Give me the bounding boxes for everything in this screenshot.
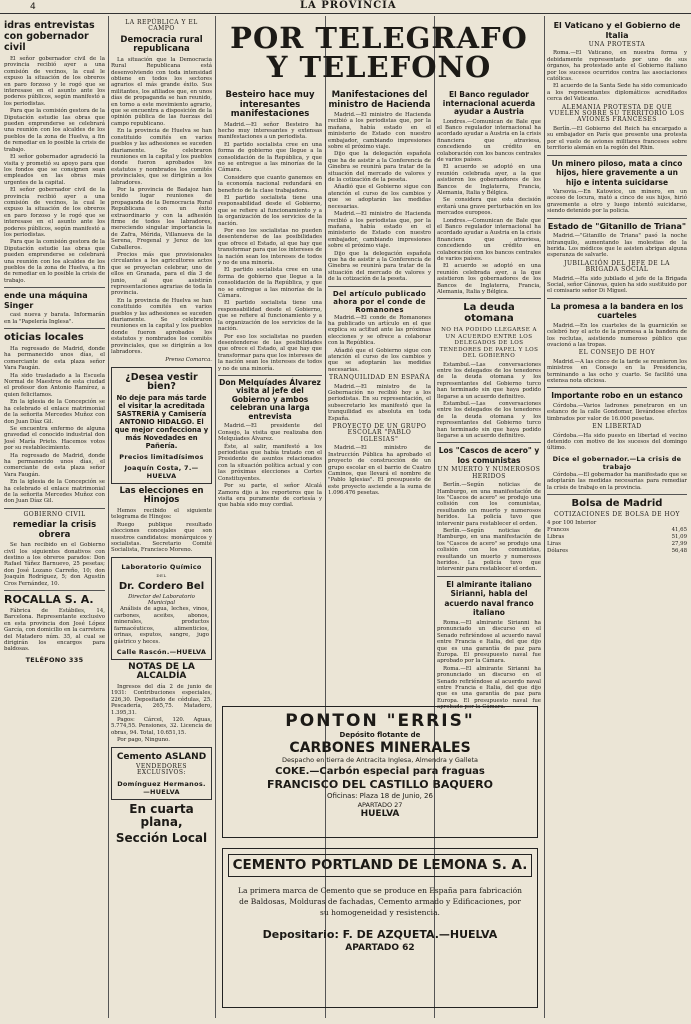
paragraph: El partido socialista tiene una responsabilidad desde el Gobierno, que se refiere al funcionamiento y a la organización de los servicios de la nación. [218,194,322,227]
table-row [547,541,687,548]
paragraph: Madrid.—En los cuarteles de la guarnición se celebró hoy el acto de la promesa a la bandera de los reclutas, asistiendo numeroso público que ovacionó a las tropas. [547,322,687,348]
paragraph: Madrid.—"Gitanillo de Triana" pasó la noche intranquilo, aumentando las molestias de la herida. Los médicos que le asisten abrigan alguna esperanza de salvarle. [547,233,687,259]
paragraph: El partido socialista cree en una forma de gobierno que llegue a la consolidación de la República, y que no se entregue a las minorías de la Cámara. [218,141,322,174]
paragraph: Córdoba.—Ha sido puesto en libertad el vecino detenido con motivo de los sucesos del domingo último. [547,432,687,452]
headline-melquiades: Don Melquíades Álvarez visita al jefe del Gobierno y ambos celebran una larga entrevista [219,377,321,421]
ad-ponton-line3: Despacho en tierra de Antracita Inglesa, Almendra y Galleta [281,756,479,764]
paragraph: El señor gobernador civil de la provincia recibió ayer a una comisión de vecinos, la cual le expuso la situación de los obreros en paro forzoso y le rogó que se interesase en el asunto ante los poderes públicos, según manifestó a los periodistas. [4,56,105,107]
section-libertad: EN LIBERTAD [592,423,642,431]
bolsa-label: Dólares [547,548,569,555]
paragraph: Londres.—Comunican de Bale que el Banco regulador internacional ha acordado ayudar a Austria en la crisis financiera que atraviesa, concediendo un crédito en colaboración con los bancos centrales de varios países. [437,217,541,263]
paragraph: Madrid.—A las cinco de la tarde se reunieron los ministros en Consejo en la Presidencia, terminando a las ocho y cuarto. Se facilitó una extensa nota oficiosa. [547,358,687,385]
page-number: 4 [30,2,36,12]
paragraph: Ingresos del día 2 de junio de 1931: Contribuciones especiales, 226,30. Depositado de cédulas, 25. Pescadería, 265,75. Matadero, 1.395,31. [111,683,212,716]
paragraph: Madrid.—El ministro de Instrucción Pública ha aprobado el proyecto de construcción de un grupo escolar en el barrio de Cuatro Caminos, que llevará el nombre de "Pablo Iglesias". El presupuesto de este proyecto asciende a la suma de 1.096.476 pesetas. [328,445,431,497]
paragraph: Ha sido trasladado a la Escuela Normal de Maestros de esta ciudad el profesor don Antonio Ramírez, a quien felicitamos. [4,372,105,398]
headline-promesa-bandera: La promesa a la bandera en los cuarteles [550,301,684,321]
headline-besteiro: Besteiro hace muy interesantes manifestaciones [225,90,315,119]
bolsa-value: 51,09 [671,534,687,541]
paragraph: Se han recibido en el Gobierno civil los siguientes donativos con destino a los obreros parados: Don Rafael Yáñez Barnuevo, 25 pesetas; don José Lozano Carreño, 10; don Joaquín Rodríguez, 5; don Agustín Cros Fernández, 10. [4,542,105,587]
paragraph: En la provincia de Huelva se han constituido comités en varios pueblos y las adhesiones se suceden diariamente. Se celebraron reuniones en la capital y los pueblos donde fueron aprobados los estatutos y nombrados los comités provinciales, que se dirigirán a los labradores. [111,128,212,186]
ad-ponton-title: PONTON "ERRIS" [285,711,475,731]
ad-laboratorio-del: del [156,571,167,579]
ad-ponton-erris [222,706,538,838]
headline-crisis: remediar la crisis obrera [12,520,97,540]
paragraph: Ha regresado de Madrid, donde ha permanecido unos días, el comerciante de esta plaza señor Vara Faugán. [4,346,105,372]
paragraph: El acuerdo de la Santa Sede ha sido comunicado a los representantes diplomáticos acreditados cerca del Vaticano. [547,83,687,103]
paragraph: Roma.—El Vaticano, en nuestra forma y debidamente representado por uno de sus órganos, ha protestado ante el Gobierno italiano por los sucesos ocurridos contra las asociaciones católicas. [547,50,687,83]
paragraph: Para que la comisión gestora de la Diputación estudie las obras que pueden emprenderse se celebrará una reunión con los alcaldes de los pueblos de la zona de Huelva, a fin de remediar en lo posible la crisis de trabajo. [4,239,105,284]
paragraph: Añadió que el Gobierno sigue con atención el curso de los cambios y que se adoptarán las medidas necesarias. [328,347,431,373]
ad-laboratorio-body: Análisis de agua, leches, vinos, carbones, aceites, abonos, minerales, productos farmacéuticos, alimenticios, orinas, esputos, sangre, jugo gástrico y heces. [114,606,209,645]
divider [547,387,687,388]
paragraph: Se considera que esta decisión evitará una grave perturbación en los mercados europeos. [437,197,541,217]
ad-ponton-line2: CARBONES MINERALES [289,740,471,756]
paragraph: Considero que cuanto ganemos en la economía nacional redundará en beneficio de la clase trabajadora. [218,174,322,194]
paragraph: Roma.—El almirante Sirianni ha pronunciado un discurso en el Senado refiriéndose al acuerdo naval entre Francia e Italia, del que dijo que es una garantía de paz para Europa. El presupuesto naval fue aprobado por la Cámara. [437,665,541,711]
headline-singer: ende una máquina Singer [4,291,88,310]
ad-sastreria-title: ¿Desea vestir bien? [125,371,198,393]
column-2 [111,18,212,1018]
section-consejo: EL CONSEJO DE HOY [578,349,656,357]
section-tranquilidad: TRANQUILIDAD EN ESPAÑA [328,374,431,382]
section-republica-campo: LA REPÚBLICA Y EL CAMPO [125,19,198,33]
paragraph: Varsovia.—En Katowice, un minero, en un acceso de locura, mató a cinco de sus hijos, hirió gravemente a otro y luego intentó suicidarse, siendo detenido por la policía. [547,189,687,215]
paragraph: Precios más que provisionales circulantes a los agricultores actos que se proyectan celebrar, uno de ellos en Granada, para el día 3 de junio, al que asistirán representaciones agrarias de toda la provincia. [111,252,212,297]
paragraph: Córdoba.—El gobernador ha manifestado que se adoptarán las medidas necesarias para remediar la crisis de trabajo en la provincia. [547,471,687,491]
bolsa-value [654,520,687,527]
ad-ponton-line4: COKE.—Carbón especial para fraguas [275,766,485,777]
headline-elecciones-hinojos: Las elecciones en Hinojos [119,485,204,506]
ad-ponton-line1: Depósito flotante de [339,731,421,739]
headline-hacienda: Manifestaciones del ministro de Hacienda [328,90,431,110]
ad-sastreria-price: Precios limitadísimos [119,452,204,461]
paragraph: En la iglesia de la Concepción se ha celebrado el enlace matrimonial de la señorita Mercedes Muñoz con don Juan Díaz Gil. [4,479,105,505]
paragraph: El señor gobernador agradeció la visita y prometió su apoyo para que los fondos que se consignen sean empleados en las obras más urgentes de la capital. [4,154,105,186]
paragraph: Córdoba.—Varios ladrones penetraron en un estanco de la calle Gondomar, llevándose efectos timbrados por valor de 16.000 pesetas. [547,402,687,422]
paragraph: Hemos recibido el siguiente telegrama de Hinojos: [111,507,212,521]
headline-bolsa-madrid: Bolsa de Madrid [571,498,663,509]
ad-lemona-title: CEMENTO PORTLAND DE LEMONA S. A. [228,854,532,877]
section-alemania: ALEMANIA PROTESTA DE QUE VUELEN SOBRE SU TERRITORIO LOS AVIONES FRANCESES [549,103,685,124]
column-1 [4,18,105,1018]
ad-sastreria-body: No deje para más tarde el visitar la acreditada SASTRERÍA y Camisería ANTONIO HIDALGO. El que mejor confecciona y más Novedades en Pañería. [114,393,209,450]
paragraph: Madrid.—El ministro de Hacienda recibió a los periodistas que, por la mañana, había estado en el ministerio de Estado con nuestro embajador, cambiando impresiones sobre el próximo viaje. [328,112,431,151]
section-jubilacion: JUBILACIÓN DEL JEFE DE LA BRIGADA SOCIAL [564,259,670,274]
paragraph: Éste, al salir, manifestó a los periodistas que había tratado con el Presidente de asuntos relacionados con la situación política actual y con las próximas elecciones a Cortes Constituyentes. [218,443,322,482]
bolsa-subtitle: COTIZACIONES DE BOLSA DE HOY [554,511,680,518]
table-row [547,527,687,534]
paragraph: En la iglesia de la Concepción se ha celebrado el enlace matrimonial de la señorita Mercedes Muñoz con don Juan Díaz Gil. [4,399,105,425]
paragraph: El partido socialista cree en una forma de gobierno que llegue a la consolidación de la República, y que no se entregue a las minorías de la Cámara. [218,267,322,300]
paragraph: Añadió que el Gobierno sigue con atención el curso de los cambios y que se adoptarán las medidas necesarias. [328,184,431,210]
ad-asland [111,747,212,800]
ad-rocalla-text: Fábrica de Estábiles, 14, Barcelona. Representante exclusivo en esta provincia don José López García, con domicilio en la carretera del Matadero núm. 35, al cual se dirigirán los encargos para baldosas. [4,608,105,653]
divider [547,494,687,495]
headline-gobernador: idras entrevistas con gobernador civil [4,20,95,53]
paragraph: Estambul.—Las conversaciones entre los delegados de los tenedores de la deuda otomana y los representantes del Gobierno turco han terminado sin que haya podido llegarse a un acuerdo definitivo. [437,400,541,439]
headline-gobernador-crisis: Dice el gobernador.—La crisis de trabajo [552,454,682,471]
section-protesta: UNA PROTESTA [588,41,646,48]
divider [4,287,105,288]
divider [437,298,541,299]
bolsa-label: Liras [547,541,561,548]
headline-banco-regulador: El Banco regulador internacional acuerda ayudar a Austria [442,90,536,116]
newspaper-name: LA PROVINCIA [300,0,397,11]
ad-ponton-line7: APARTADO 27 [357,801,403,809]
headline-minero: Un minero piloso, mata a cinco hijos, hiere gravemente a un hijo e intenta suicidarse [551,158,683,187]
column-3 [218,88,322,698]
divider [437,576,541,577]
ad-asland-sub: VENDEDORES EXCLUSIVOS: [136,763,187,777]
paragraph: En la provincia de Huelva se han constituido comités en varios pueblos y las adhesiones se suceden diariamente. Se celebraron reuniones en la capital y los pueblos donde fueron aprobados los estatutos y nombrados los comités provinciales, que se dirigirán a los labradores. [111,297,212,356]
divider [437,442,541,443]
ad-asland-title: Cemento ASLAND [116,751,207,762]
paragraph: El partido socialista tiene una responsabilidad desde el Gobierno, que se refiere al funcionamiento y a la organización de los servicios de la nación. [218,300,322,333]
paragraph: Berlín.—Según noticias de Hamburgo, en una manifestación de los "Cascos de acero" se produjo una colisión con los comunistas, resultando un muerto y numerosos heridos. La policía tuvo que intervenir para restablecer el orden. [437,528,541,573]
paragraph: Por eso los socialistas no pueden desentenderse de las posibilidades que ofrece el Estado, al que hay que transformar para que los intereses de la nación sean los intereses de todos y no de una minoría. [218,333,322,372]
column-4 [328,88,431,698]
paragraph: La situación que la Democracia Rural Republicana está desenvolviendo con toda intensidad obtiene en todos los sectores agrarios el más grande éxito. Sus militantes, los afiliados que, en unos días de propaganda se han reunido, en torno a este movimiento agrario, que se encuentra a disposición de la opinión pública de las fuerzas del campo republicano. [111,56,212,127]
headline-noticias: oticias locales [4,332,84,344]
divider [4,508,105,509]
ad-ponton-line6: Oficinas: Plaza 18 de Junio, 26 [327,792,433,800]
bolsa-value: 41,65 [671,527,687,534]
headline-vaticano: El Vaticano y el Gobierno de Italia [553,21,681,40]
bolsa-table [547,520,687,555]
ad-laboratorio-role: Director del Laboratorio Municipal [128,593,195,607]
ad-lemona-apartado: APARTADO 62 [345,943,415,953]
paragraph: Roma.—El almirante Sirianni ha pronunciado un discurso en el Senado refiriéndose al acuerdo naval entre Francia e Italia, del que dijo que es una garantía de paz para Europa. El presupuesto naval fue aprobado por la Cámara. [437,619,541,665]
paragraph: Berlín.—Según noticias de Hamburgo, en una manifestación de los "Cascos de acero" se produjo una colisión con los comunistas, resultando un muerto y numerosos heridos. La policía tuvo que intervenir para restablecer el orden. [437,482,541,527]
section-cascos: UN MUERTO Y NUMEROSOS HERIDOS [437,466,541,480]
paragraph: Londres.—Comunican de Bale que el Banco regulador internacional ha acordado ayudar a Austria en la crisis financiera que atraviesa, concediendo un crédito en colaboración con los bancos centrales de varios países. [437,118,541,163]
ad-cuarta-plana-1: En cuarta plana, [129,801,194,829]
section-grupo-escolar: PROYECTO DE UN GRUPO ESCOLAR "PABLO IGLESIAS" [332,423,427,443]
paragraph: Por pago, Ninguno. [117,737,170,744]
paragraph: Pagos: Cárcel, 120. Aguas, 5.774,55. Pensiones, 32. Licencia de obras, 94. Total, 10.651,15. [111,716,212,736]
headline-cascos-acero: Los "Cascos de acero" y los comunistas [438,446,540,465]
ad-sastreria [111,367,212,484]
headline-robo-estanco: Importante robo en un estanco [551,391,683,401]
paragraph: Dijo que la delegación española que ha de asistir a la Conferencia de Ginebra se reunirá para tratar de la situación del mercado de valores y de la cotización de la peseta. [328,151,431,184]
paragraph: casi nueva y barata. Informarán en la "Papelería Inglesa". [4,312,105,325]
ad-laboratorio-title: Laboratorio Químico [121,562,202,571]
paragraph: El acuerdo se adoptó en una reunión celebrada ayer, a la que asistieron los gobernadores de los Bancos de Inglaterra, Francia, Alemania, Italia y Bélgica. [437,263,541,296]
ad-rocalla-title: ROCALLA S. A. [4,593,94,607]
paragraph: Madrid.—El presidente del Consejo, la visita que realizaba don Melquíades Álvarez. [218,423,322,443]
bolsa-value: 27,99 [671,541,687,548]
banner-line-1: POR TELEGRAFO [230,21,528,55]
paragraph: Por eso los socialistas no pueden desentenderse de las posibilidades que ofrece el Estado, al que hay que transformar para que los intereses de la nación sean los intereses de todos y no de una minoría. [218,228,322,267]
bolsa-label: Libras [547,534,565,541]
ad-laboratorio-address: Calle Rascón.—HUELVA [116,647,207,656]
headline-alcaldia: NOTAS DE LA ALCALDÍA [128,661,195,682]
headline-democracia-rural: Democracia rural republicana [120,34,203,55]
column-rule [544,16,545,1018]
column-rule [215,16,216,1018]
divider [4,328,105,329]
headline-almirante: El almirante italiano Sirianni, habla del acuerdo naval franco italiano [444,579,534,618]
paragraph: Madrid.—El ministro de la Gobernación no recibió hoy a los periodistas. En su representación, el subsecretario les manifestó que la tranquilidad es absoluta en toda España. [328,383,431,422]
paragraph: Madrid.—El señor Besteiro ha hecho muy interesantes y extensas manifestaciones a un periodista. [218,121,322,141]
ad-cemento-lemona [222,848,538,1008]
byline: Prensa Comarca. [165,356,212,363]
header-rule [0,13,691,14]
ad-cuarta-plana-2: Sección Local [115,830,208,845]
banner-telegrafo [218,21,540,84]
bolsa-label: Francos [547,527,570,534]
paragraph: Madrid.—Ha sido jubilado el jefe de la Brigada Social, señor Cánovas, quien ha sido sustituido por el comisario señor Di Miguel. [547,275,687,295]
table-row [547,548,687,555]
paragraph: Se encuentra enfermo de alguna gravedad el conocido industrial don José María Prieto. Hacemos votos por su restablecimiento. [4,425,105,452]
paragraph: Por la provincia de Badajoz han tenido lugar reuniones de propaganda de la Democracia Rural Republicana con un éxito extraordinario y con la adhesión firme de todos los labradores, mereciendo singular importancia la de Zafra, Mérida, Villanueva de la Serena, Fregenal y Jerez de los Caballeros. [111,186,212,251]
ad-asland-vendor: Domínguez Hermanos.—HUELVA [117,779,206,796]
headline-deuda-otomana: La deuda otomana [463,302,515,325]
ad-ponton-line5: FRANCISCO DEL CASTILLO BAQUERO [267,778,493,791]
paragraph: El acuerdo se adoptó en una reunión celebrada ayer, a la que asistieron los gobernadores de los Bancos de Inglaterra, Francia, Alemania, Italia y Bélgica. [437,164,541,196]
ad-laboratorio [111,557,212,660]
bolsa-label: 4 por 100 Interior [547,520,597,527]
divider [547,298,687,299]
ad-lemona-depositario: Depositario: F. DE AZQUETA.—HUELVA [262,928,498,941]
paragraph: Madrid.—El conde de Romanones ha publicado un artículo en el que explica su actitud ante las próximas elecciones y se ofrece a colaborar con la República. [328,314,431,347]
section-gobierno-civil: GOBIERNO CIVIL [23,510,86,518]
bolsa-value: 56,48 [671,548,687,555]
headline-romanones: Del artículo publicado ahora por el conde de Romanones [332,289,427,314]
paragraph: Berlín.—El Gobierno del Reich ha encargado a su embajador en París que presente una protesta por el vuelo de aviones militares franceses sobre territorio alemán en la región del Rhin. [547,125,687,152]
paragraph: Dijo que la delegación española que ha de asistir a la Conferencia de Ginebra se reunirá para tratar de la situación del mercado de valores y de la cotización de la peseta. [328,250,431,283]
paragraph: Madrid.—El ministro de Hacienda recibió a los periodistas que, por la mañana, había estado en el ministerio de Estado con nuestro embajador, cambiando impresiones sobre el próximo viaje. [328,211,431,250]
ad-laboratorio-name: Dr. Cordero Bel [118,581,205,593]
ad-rocalla-phone: TELÉFONO 335 [25,655,84,664]
paragraph: El señor gobernador civil de la provincia recibió ayer a una comisión de vecinos, la cual le expuso la situación de los obreros en paro forzoso y le rogó que se interesase en el asunto ante los poderes públicos, según manifestó a los periodistas. [4,187,105,238]
banner-line-2: Y TELEFONO [266,50,492,84]
paragraph: Por su parte, el señor Alcalá Zamora dijo a los reporteros que la visita era puramente de cortesía y que había sido muy cordial. [218,483,322,509]
divider [4,590,105,591]
column-rule [108,16,109,1018]
page-header [0,0,691,14]
column-6 [547,18,687,1018]
table-row [547,520,687,527]
ad-sastreria-address: Joaquín Costa, 7.—HUELVA [124,463,199,480]
divider [218,375,322,376]
paragraph: Ha regresado de Madrid, donde ha permanecido unos días, el comerciante de esta plaza señor Vara Faugán. [4,452,105,478]
divider [547,155,687,156]
ad-lemona-body: La primera marca de Cemento que se produce en España para fabricación de Baldosas, Molduras de fachadas, Cemento armado y Edificaciones, por su homogeneidad y resistencia. [238,886,522,917]
headline-gitanillo: Estado de "Gitanillo de Triana" [547,221,687,231]
table-row [547,534,687,541]
ad-ponton-line8: HUELVA [360,809,400,819]
divider [547,218,687,219]
divider [328,286,431,287]
paragraph: Ruego publique resultado elecciones concejales que son nuestros candidatos: monárquicos y socialistas. Secretario Comité Socialista, Francisco Moreno. [111,521,212,554]
paragraph: Para que la comisión gestora de la Diputación estudie las obras que pueden emprenderse se celebrará una reunión con los alcaldes de los pueblos de la zona de Huelva, a fin de remediar en lo posible la crisis de trabajo. [4,108,105,153]
paragraph: Estambul.—Las conversaciones entre los delegados de los tenedores de la deuda otomana y los representantes del Gobierno turco han terminado sin que haya podido llegarse a un acuerdo definitivo. [437,361,541,400]
section-otomana: NO HA PODIDO LLEGARSE A UN ACUERDO ENTRE LOS DELEGADOS DE LOS TENEDORES DE PAPEL Y LOS DEL GOBIERNO [439,327,539,360]
